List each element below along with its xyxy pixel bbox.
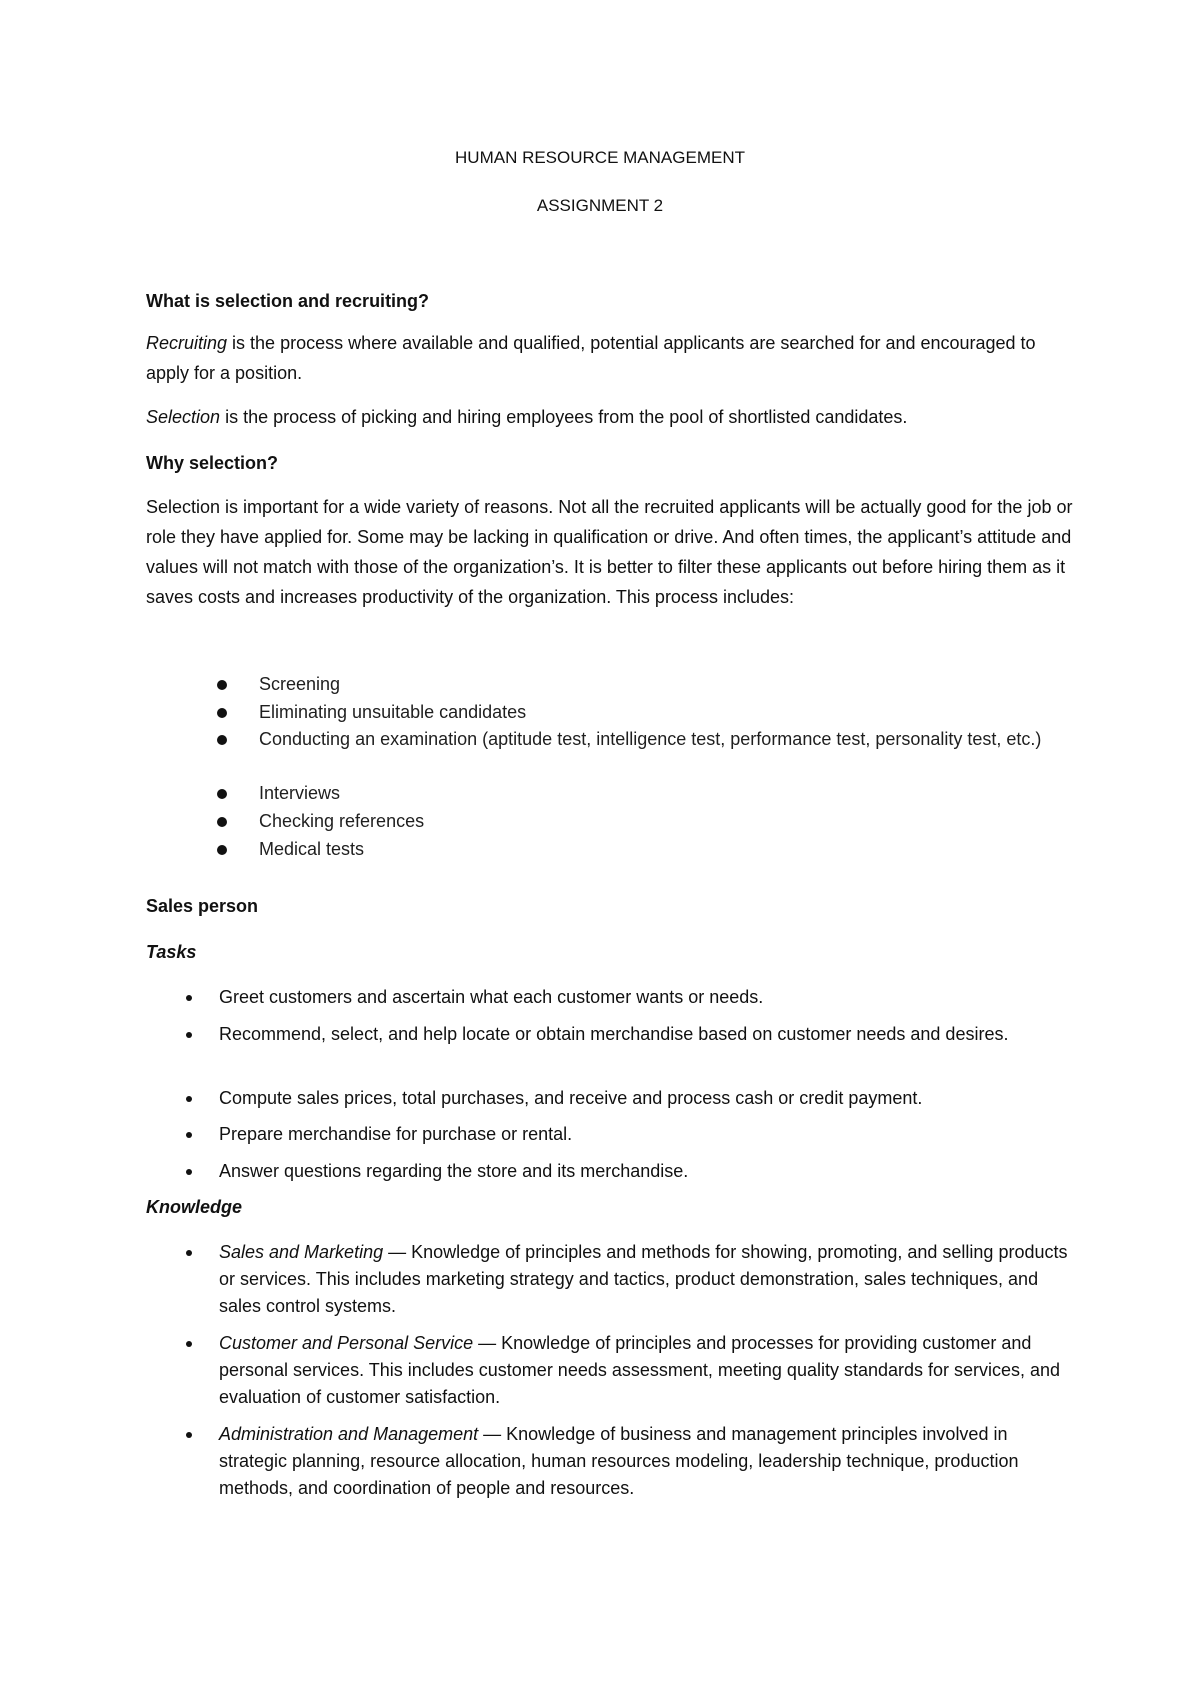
bullet-icon (186, 1432, 192, 1438)
list-item: Eliminating unsuitable candidates (259, 702, 527, 722)
bullet-icon (186, 1341, 192, 1347)
list-item: Medical tests (259, 839, 365, 859)
list-item (219, 1330, 1069, 1411)
knowledge-term: Customer and Personal Service (219, 1333, 474, 1353)
bullet-icon (186, 1096, 192, 1102)
list-item: Prepare merchandise for purchase or rental. (219, 1124, 573, 1144)
knowledge-description: — Knowledge of principles and processes for providing customer and personal services. This includes customer needs assessment, meeting quality standards for services, and evaluation of customer satisfaction. (219, 1333, 1061, 1407)
bullet-icon (186, 1169, 192, 1175)
heading-tasks: Tasks (146, 942, 197, 962)
knowledge-description: — Knowledge of business and management principles involved in strategic planning, resource allocation, human resources modeling, leadership technique, production methods, and coordination of people and resources. (219, 1424, 1019, 1498)
list-item: Screening (259, 674, 341, 694)
list-item: Compute sales prices, total purchases, and receive and process cash or credit payment. (219, 1088, 923, 1108)
knowledge-term: Sales and Marketing (219, 1242, 384, 1262)
bullet-icon (217, 735, 227, 745)
knowledge-description: — Knowledge of principles and methods for showing, promoting, and selling products or services. This includes marketing strategy and tactics, product demonstration, sales techniques, and sales control systems. (219, 1242, 1068, 1316)
list-item: Recommend, select, and help locate or obtain merchandise based on customer needs and desires. (219, 1024, 1009, 1044)
heading-why-selection: Why selection? (146, 453, 279, 473)
knowledge-term: Administration and Management (219, 1424, 479, 1444)
term-recruiting: Recruiting (146, 333, 228, 353)
bullet-icon (217, 789, 227, 799)
bullet-icon (186, 1032, 192, 1038)
list-item: Answer questions regarding the store and its merchandise. (219, 1161, 689, 1181)
document-subtitle: ASSIGNMENT 2 (536, 196, 664, 215)
bullet-icon (217, 708, 227, 718)
document-title: HUMAN RESOURCE MANAGEMENT (455, 148, 745, 167)
paragraph-why-selection: Selection is important for a wide variety of reasons. Not all the recruited applicants will be actually good for the job or role they have applied for. Some may be lacking in qualification or drive. And often times, the applicant’s attitude and values will not match with those of the organization’s. It is better to filter these applicants out before hiring them as it saves costs and increases productivity of the organization. This process includes: (146, 497, 1073, 607)
list-item: Conducting an examination (aptitude test, intelligence test, performance test, personality test, etc.) (259, 729, 1042, 749)
recruiting-definition: is the process where available and qualified, potential applicants are searched for and encouraged to apply for a position. (146, 333, 1036, 383)
paragraph-selection (146, 402, 1076, 432)
bullet-icon (186, 995, 192, 1001)
list-item (219, 1239, 1069, 1320)
bullet-icon (217, 845, 227, 855)
bullet-icon (217, 680, 227, 690)
bullet-icon (186, 1250, 192, 1256)
bullet-icon (217, 817, 227, 827)
heading-sales-person: Sales person (146, 896, 259, 916)
term-selection: Selection (146, 407, 221, 427)
list-item: Checking references (259, 811, 425, 831)
list-item: Greet customers and ascertain what each customer wants or needs. (219, 987, 764, 1007)
heading-knowledge: Knowledge (146, 1197, 243, 1217)
selection-definition: is the process of picking and hiring employees from the pool of shortlisted candidates. (220, 407, 908, 427)
list-item (219, 1421, 1069, 1502)
bullet-icon (186, 1132, 192, 1138)
heading-selection-recruiting: What is selection and recruiting? (146, 291, 430, 311)
list-item: Interviews (259, 783, 341, 803)
paragraph-recruiting (146, 328, 1076, 388)
